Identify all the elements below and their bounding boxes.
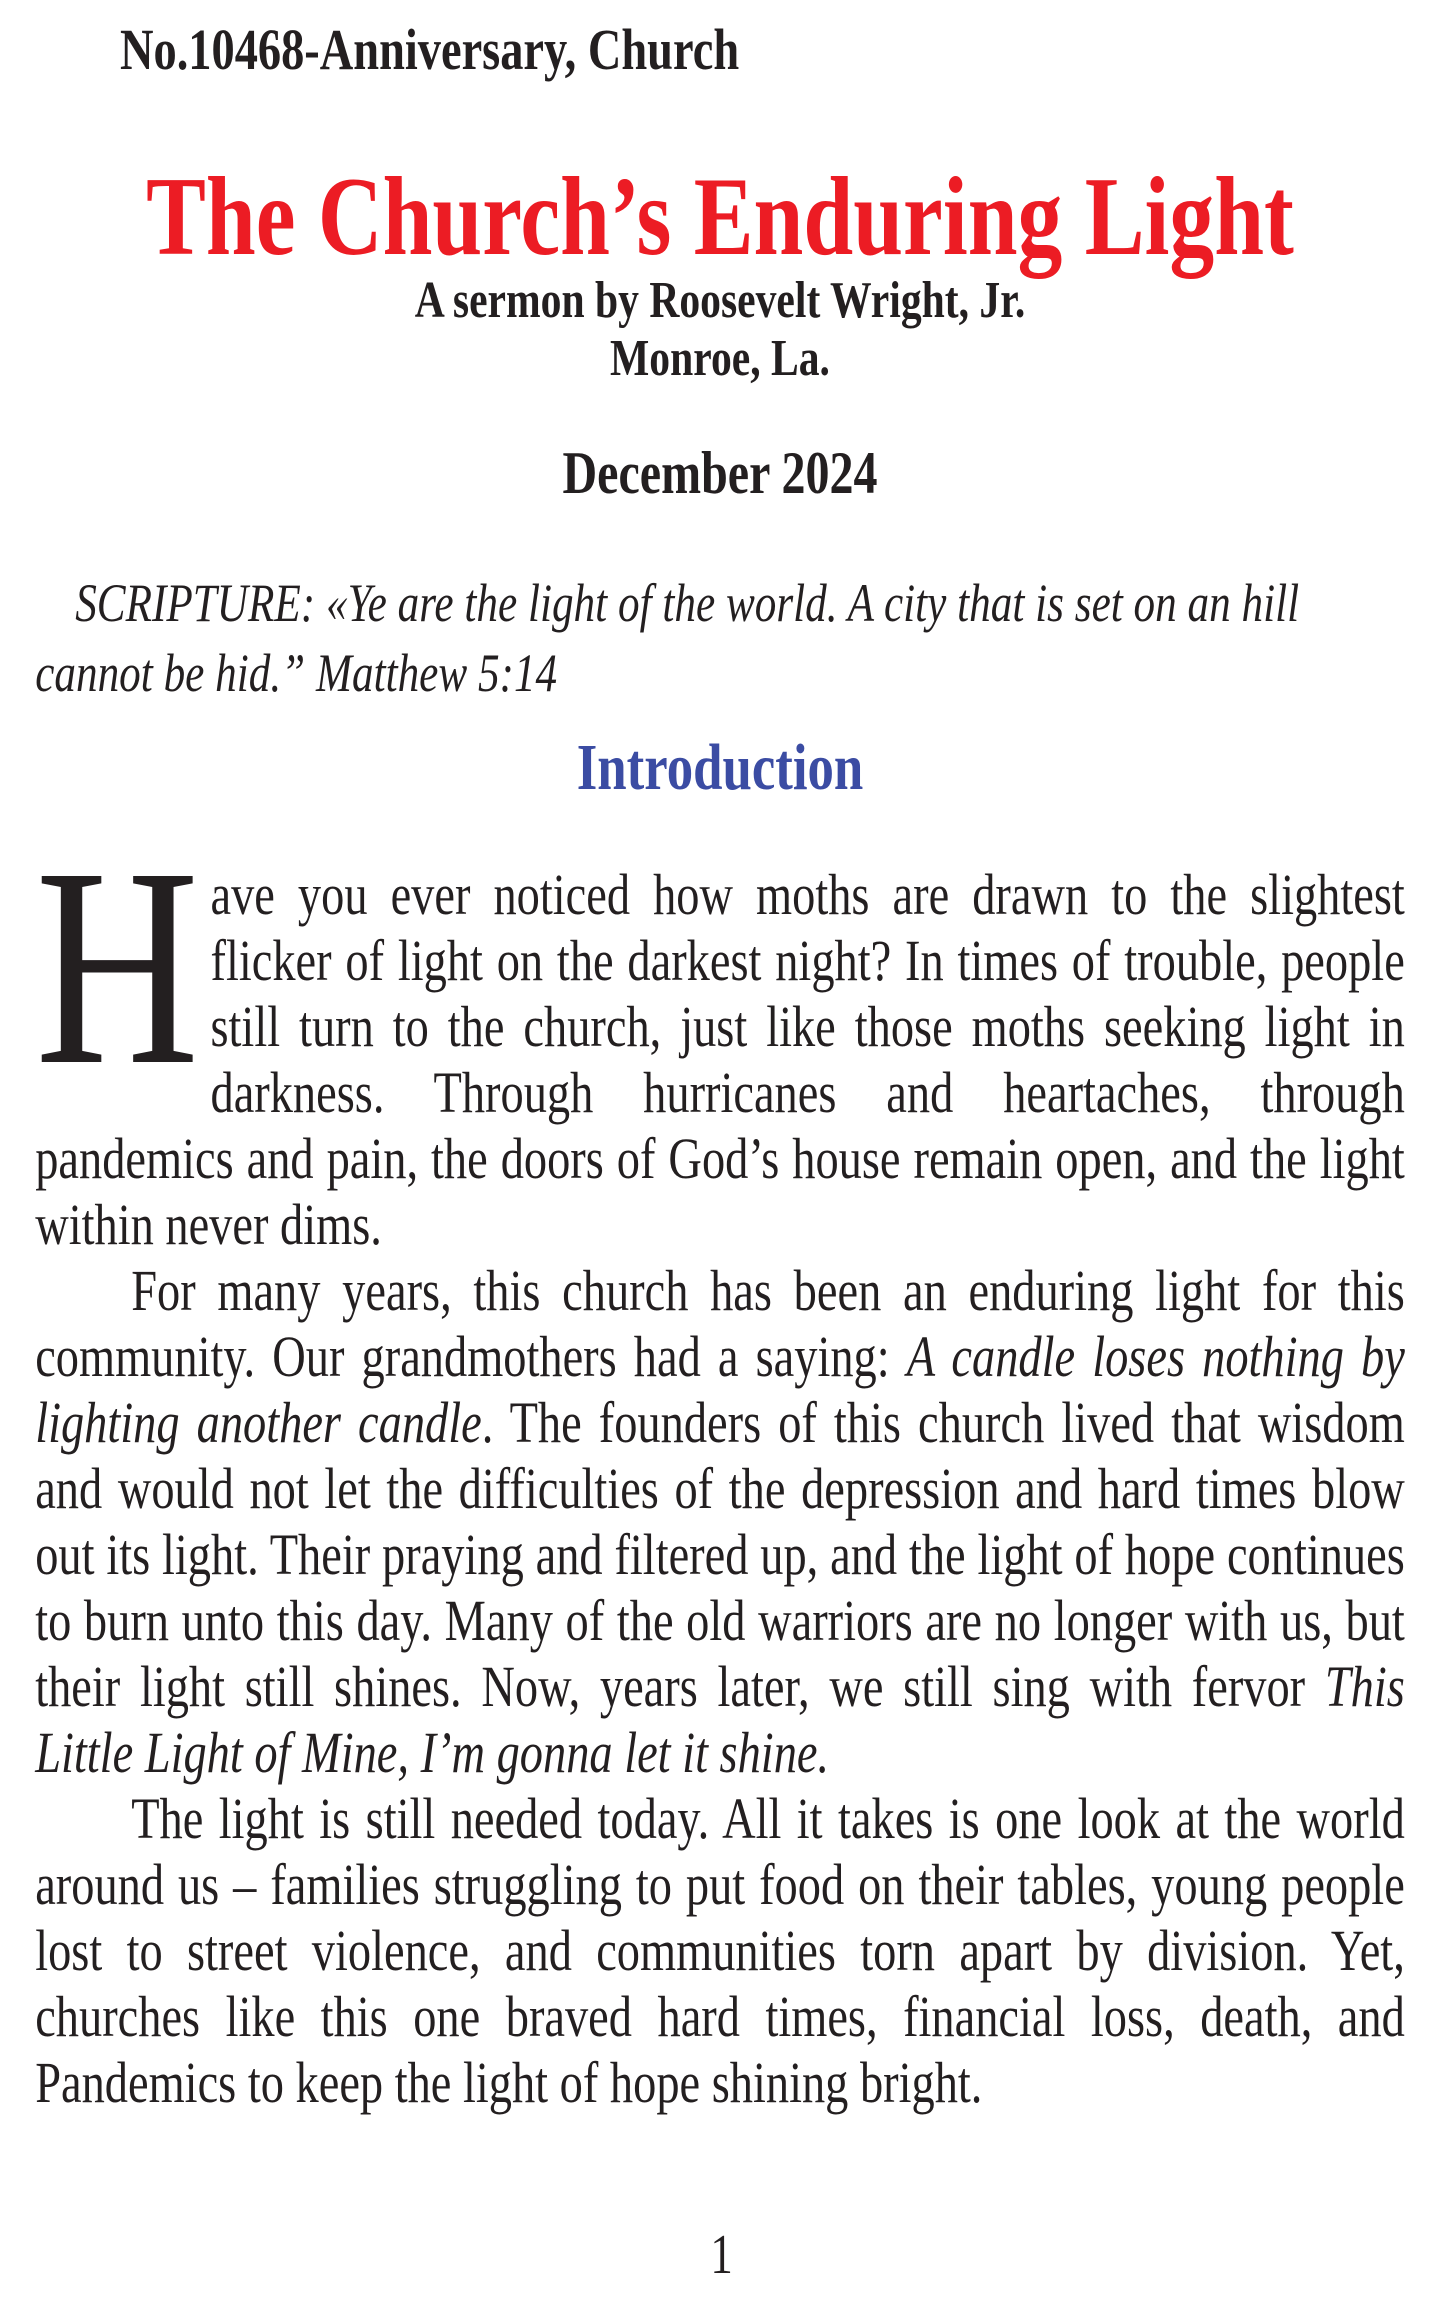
paragraph-2-run-2: . The founders of this church lived that wisdom and would not let the difficulties of the depression and hard times blow out its light. Their praying and filtered up, and the light of hope continues to burn unto this day. Many of the old warriors are no longer with us, but their light still shines. Now, years later, we still sing with fervor [35,1390,1405,1719]
byline: A sermon by Roosevelt Wright, Jr. [414,272,1026,329]
paragraph-1-text: ave you ever noticed how moths are drawn to the slightest flicker of light on the darkest night? In times of trouble, people still turn to the church, just like those moths seeking light in darkness. Through hurricanes and heartaches, through pandemics and pain, the doors of God’s house remain open, and the light within never dims. [35,862,1405,1257]
document-number-header: No.10468-Anniversary, Church [120,17,740,82]
scripture-quote: SCRIPTURE: «Ye are the light of the world. A city that is set on an hill cannot be hid.” Matthew 5:14 [35,573,1300,703]
paragraph-2-italic-quote-2: This Little Light of Mine, I’m gonna let it shine. [35,1654,1405,1785]
page-number: 1 [710,2224,733,2286]
body-paragraph-1 [35,810,1405,1258]
paragraph-3-text: The light is still needed today. All it takes is one look at the world around us – families struggling to put food on their tables, young people lost to street violence, and communities torn apart by division. Yet, churches like this one braved hard times, financial loss, death, and Pandemics to keep the light of hope shining bright. [35,1786,1405,2115]
paragraph-2-italic-quote-1: A candle loses nothing by lighting another candle [35,1324,1405,1455]
body-paragraph-2 [35,1258,1405,1786]
section-heading-introduction: Introduction [576,731,864,804]
date-line: December 2024 [562,440,878,506]
drop-cap: H [35,810,200,1124]
document-title: The Church’s Enduring Light [146,155,1294,279]
body-text [35,810,1405,2116]
paragraph-2-run-1: For many years, this church has been an enduring light for this community. Our grandmothers had a saying: [35,1258,1405,1389]
body-paragraph-3 [35,1786,1405,2116]
location-line: Monroe, La. [610,330,830,387]
